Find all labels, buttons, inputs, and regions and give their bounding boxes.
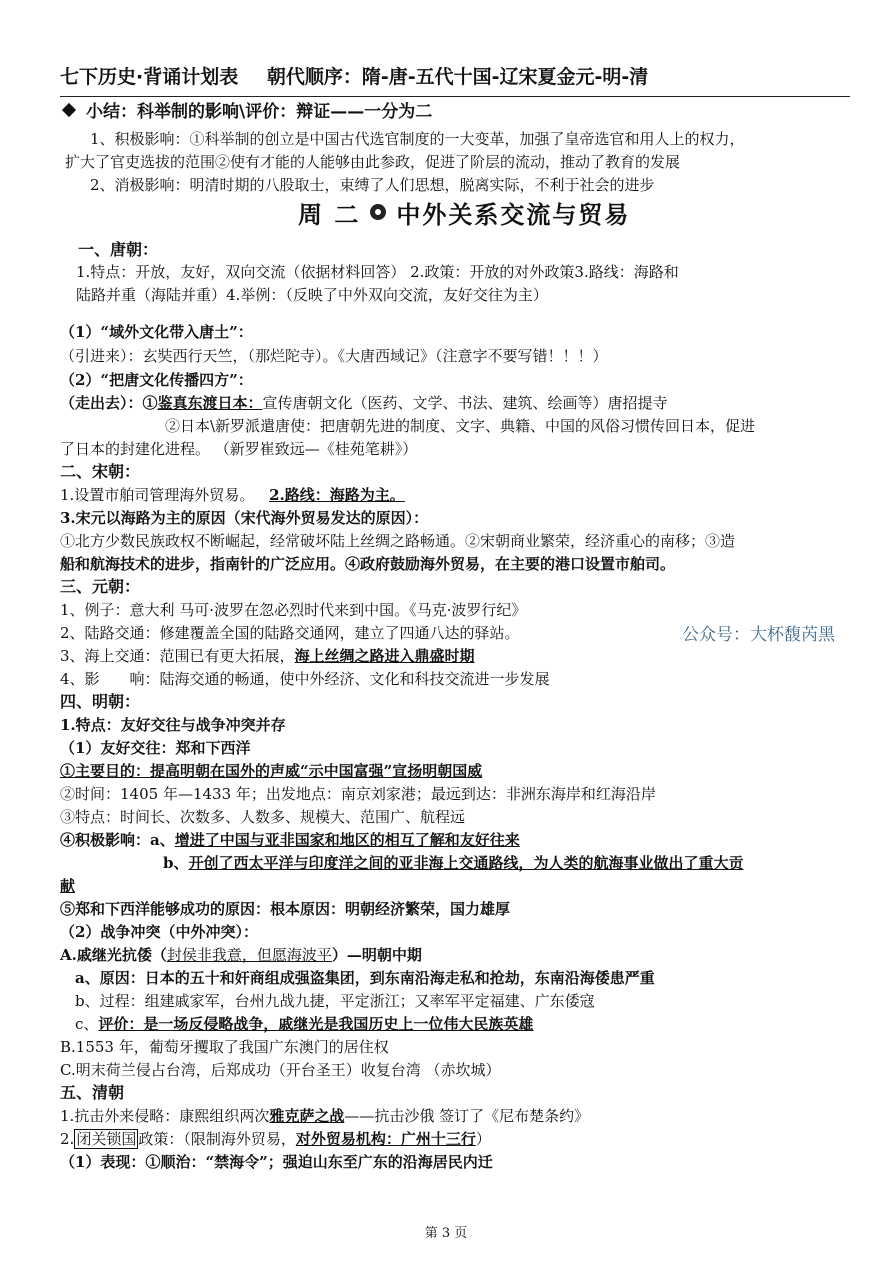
text-line: ①北方少数民族政权不断崛起，经常破坏陆上丝绸之路畅通。②宋朝商业繁荣，经济重心的南移；③造 [60, 532, 736, 550]
text-line: C.明末荷兰侵占台湾，后郑成功（开台圣王）收复台湾 （赤坎城） [60, 1061, 501, 1079]
text-line: c、评价：是一场反侵略战争，戚继光是我国历史上一位伟大民族英雄 [75, 1015, 534, 1033]
text-line: 船和航海技术的进步，指南针的广泛应用。④政府鼓励海外贸易，在主要的港口设置市舶司。 [60, 555, 676, 573]
tang-heading: 一、唐朝： [78, 240, 159, 259]
text-line: （2）战争冲突（中外冲突）： [60, 923, 258, 941]
text-line: （引进来）：玄奘西行天竺，（那烂陀寺）。《大唐西域记》（注意字不要写错！！！） [60, 347, 608, 365]
page-header [60, 62, 850, 97]
header-right: 朝代顺序：隋-唐-五代十国-辽宋夏金元-明-清 [266, 66, 649, 88]
text-line: ④积极影响：a、增进了中国与亚非国家和地区的相互了解和友好往来 [60, 831, 520, 849]
text-line: A.戚继光抗倭（封侯非我意，但愿海波平）—明朝中期 [60, 946, 422, 964]
text-line: 1、例子：意大利 马可·波罗在忽必烈时代来到中国。《马克·波罗行纪》 [60, 601, 527, 619]
page-number: 第 3 页 [424, 1226, 468, 1241]
yuan-heading: 三、元朝： [60, 577, 141, 596]
text-line: a、原因：日本的五十和奸商组成强盗集团，到东南沿海走私和抢劫，东南沿海倭患严重 [75, 969, 655, 987]
text-line: 了日本的封建化进程。 （新罗崔致远—《桂苑笔耕》） [60, 440, 418, 458]
text-line: ②日本\新罗派遣唐使：把唐朝先进的制度、文字、典籍、中国的风俗习惯传回日本，促进 [165, 417, 756, 435]
ming-heading: 四、明朝： [60, 692, 141, 711]
text-line: ①主要目的：提高明朝在国外的声威“示中国富强”宣扬明朝国威 [60, 762, 483, 780]
text-line: b、开创了西太平洋与印度洋之间的亚非海上交通路线，为人类的航海事业做出了重大贡 [163, 854, 744, 872]
summary-line: 1、积极影响：①科举制的创立是中国古代选官制度的一大变革，加强了皇帝选官和用人上的权力， [90, 130, 745, 148]
text-line: 2、陆路交通：修建覆盖全国的陆路交通网，建立了四通八达的驿站。 [60, 624, 520, 642]
text-line: 1.设置市舶司管理海外贸易。 2.路线：海路为主。 [60, 486, 405, 504]
text-line: B.1553 年，葡萄牙攫取了我国广东澳门的居住权 [60, 1038, 389, 1056]
section-title: 周 二 中外关系交流与贸易 [298, 201, 631, 229]
text-line: 陆路并重（海陆并重）4.举例：（反映了中外双向交流，友好交往为主） [76, 286, 548, 304]
text-line: 3.宋元以海路为主的原因（宋代海外贸易发达的原因）： [60, 509, 429, 527]
text-line: （1）“域外文化带入唐土”： [60, 323, 253, 341]
text-line: （1）表现：①顺治：“禁海令”；强迫山东至广东的沿海居民内迁 [60, 1153, 493, 1171]
text-line: 献 [60, 877, 76, 895]
song-heading: 二、宋朝： [60, 462, 141, 481]
text-line: b、过程：组建戚家军，台州九战九捷，平定浙江；又率军平定福建、广东倭寇 [75, 992, 595, 1010]
text-line: （走出去）：①鉴真东渡日本：宣传唐朝文化（医药、文学、书法、建筑、绘画等）唐招提寺 [60, 394, 668, 412]
summary-line: 2、消极影响：明清时期的八股取士，束缚了人们思想，脱离实际，不利于社会的进步 [90, 176, 655, 194]
text-line: 3、海上交通：范围已有更大拓展，海上丝绸之路进入鼎盛时期 [60, 647, 475, 665]
flower-icon [370, 204, 386, 220]
text-line: 1.特点：友好交往与战争冲突并存 [60, 716, 286, 734]
text-line: ⑤郑和下西洋能够成功的原因：根本原因：明朝经济繁荣，国力雄厚 [60, 900, 511, 918]
text-line: 2. 闭关锁国 政策：（限制海外贸易，对外贸易机构：广州十三行） [60, 1130, 491, 1148]
qing-heading: 五、清朝 [60, 1083, 125, 1102]
text-line: 4、影 响：陆海交通的畅通，使中外经济、文化和科技交流进一步发展 [60, 670, 550, 688]
watermark: 公众号：大杯馥芮黑 [682, 625, 835, 645]
text-line: 1.抗击外来侵略：康熙组织两次雅克萨之战——抗击沙俄 签订了《尼布楚条约》 [60, 1107, 590, 1125]
text-line: ②时间：1405 年—1433 年；出发地点：南京刘家港；最远到达：非洲东海岸和红海沿岸 [60, 785, 656, 803]
summary-heading: 小结：科举制的影响\评价：辩证——一分为二 [60, 102, 432, 122]
text-line: 1.特点：开放，友好，双向交流（依据材料回答） 2.政策：开放的对外政策3.路线：海路和 [76, 263, 679, 281]
text-line: （1）友好交往：郑和下西洋 [60, 739, 251, 757]
text-line: ③特点：时间长、次数多、人数多、规模大、范围广、航程远 [60, 808, 466, 826]
text-line: （2）“把唐文化传播四方”： [60, 371, 253, 389]
header-left: 七下历史·背诵计划表 [60, 66, 239, 88]
summary-line: 扩大了官吏选拔的范围②使有才能的人能够由此参政，促进了阶层的流动，推动了教育的发展 [65, 153, 681, 171]
diamond-bullet-icon [62, 103, 76, 117]
